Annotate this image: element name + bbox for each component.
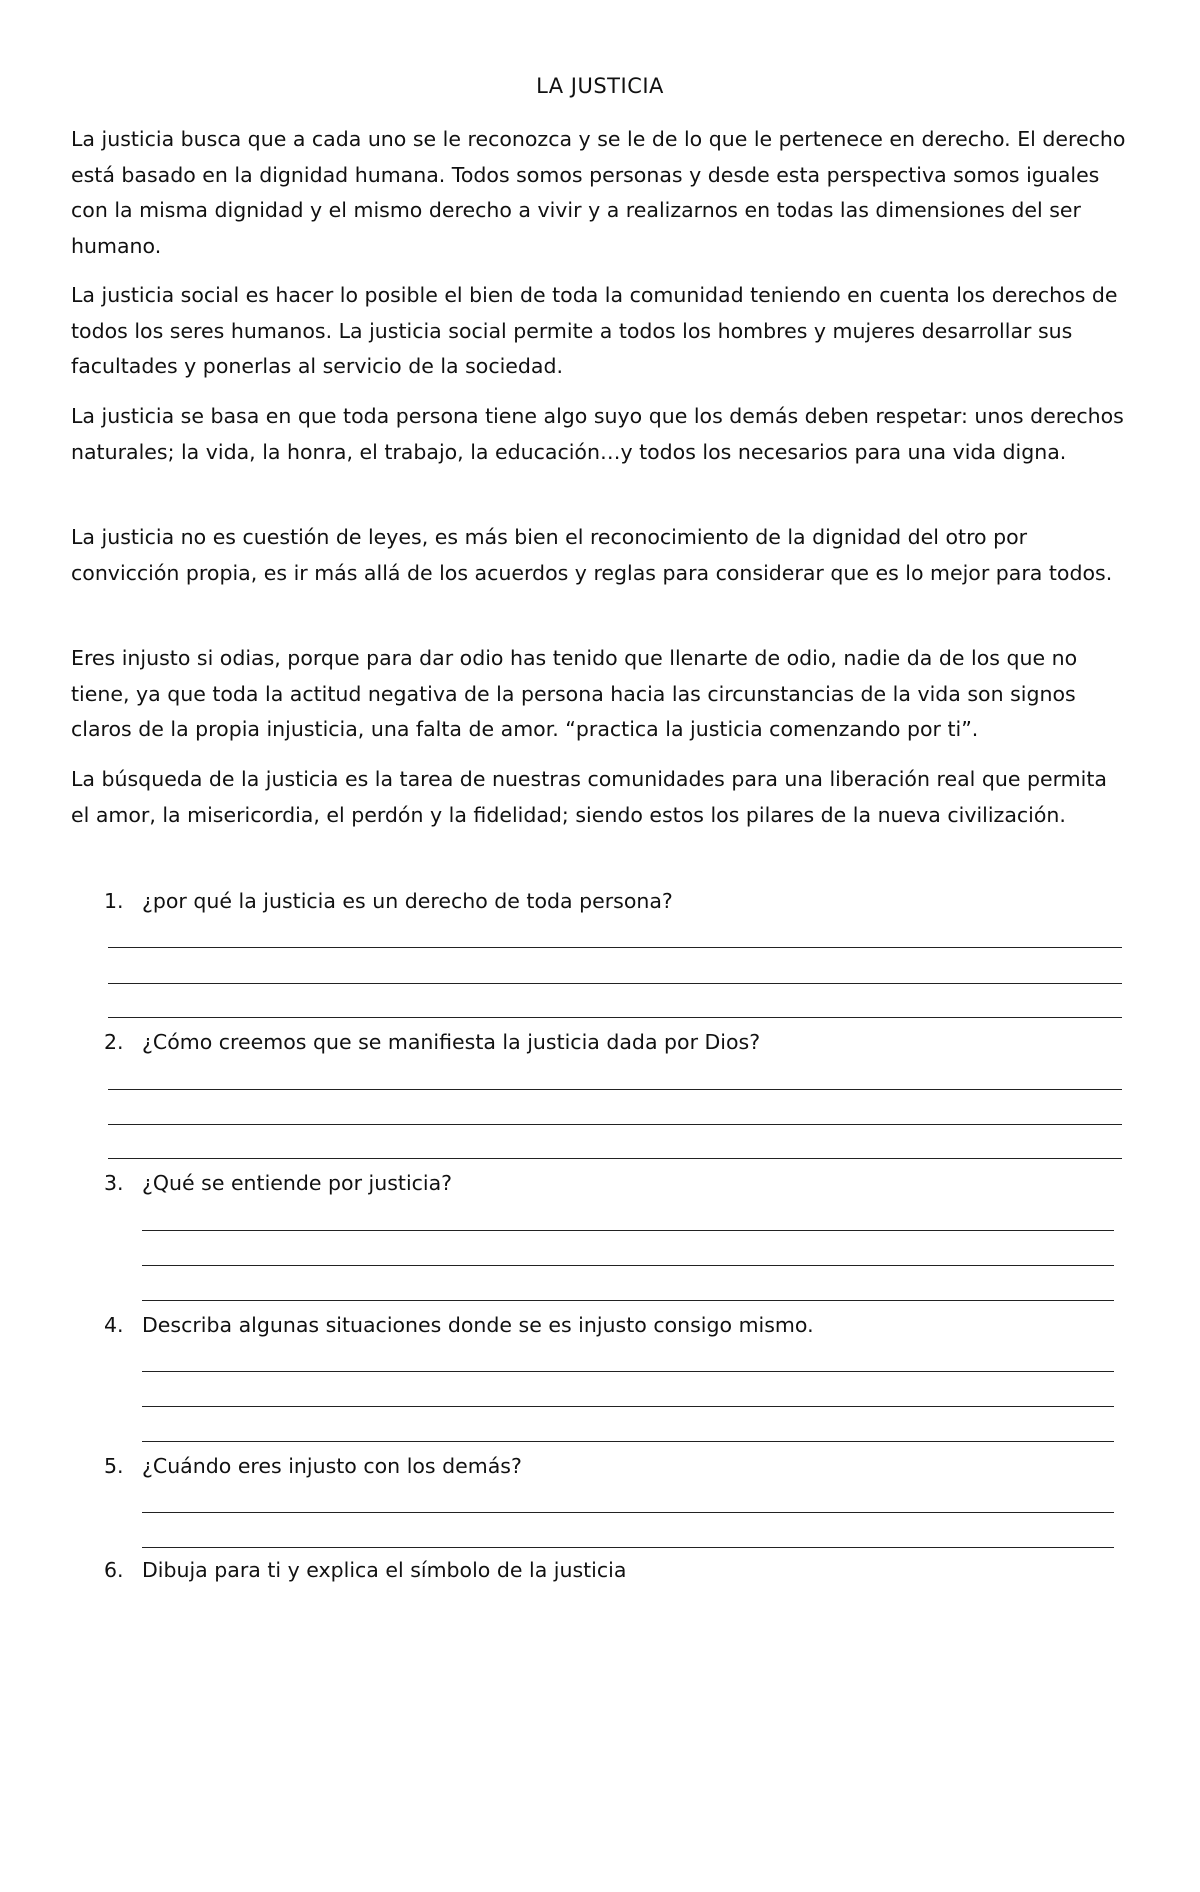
answer-line[interactable] [142, 1230, 1114, 1231]
question-text: Describa algunas situaciones donde se es injusto consigo mismo. [142, 1313, 814, 1337]
question-3 [104, 1168, 452, 1198]
question-2 [104, 1027, 760, 1057]
answer-line[interactable] [108, 1124, 1122, 1125]
answer-line[interactable] [108, 1158, 1122, 1159]
answer-line[interactable] [108, 947, 1122, 948]
question-number: 3. [104, 1171, 124, 1195]
answer-line[interactable] [142, 1512, 1114, 1513]
paragraph-6: La búsqueda de la justicia es la tarea de nuestras comunidades para una liberación real que permita el amor, la misericordia, el perdón y la fidelidad; siendo estos los pilares de la nueva civilización. [71, 767, 1107, 827]
paragraph-5: Eres injusto si odias, porque para dar odio has tenido que llenarte de odio, nadie da de los que no tiene, ya que toda la actitud negativa de la persona hacia las circunstancias de la vida son signos claros de la propia injusticia, una falta de amor. “practica la justicia comenzando por ti”. [71, 646, 1078, 741]
question-text: Dibuja para ti y explica el símbolo de la justicia [142, 1558, 627, 1582]
question-number: 1. [104, 889, 124, 913]
question-text: ¿por qué la justicia es un derecho de toda persona? [142, 889, 673, 913]
question-text: ¿Qué se entiende por justicia? [142, 1171, 453, 1195]
answer-line[interactable] [142, 1371, 1114, 1372]
answer-line[interactable] [142, 1265, 1114, 1266]
answer-line[interactable] [108, 1017, 1122, 1018]
answer-line[interactable] [142, 1406, 1114, 1407]
question-number: 5. [104, 1454, 124, 1478]
question-text: ¿Cómo creemos que se manifiesta la justicia dada por Dios? [142, 1030, 761, 1054]
question-text: ¿Cuándo eres injusto con los demás? [142, 1454, 522, 1478]
paragraph-1: La justicia busca que a cada uno se le reconozca y se le de lo que le pertenece en derecho. El derecho está basado en la dignidad humana. Todos somos personas y desde esta perspectiva somos iguales con la misma dignidad y el mismo derecho a vivir y a realizarnos en todas las dimensiones del ser humano. [71, 127, 1126, 258]
question-number: 2. [104, 1030, 124, 1054]
question-5 [104, 1451, 522, 1481]
paragraph-3: La justicia se basa en que toda persona tiene algo suyo que los demás deben respetar: unos derechos naturales; la vida, la honra, el trabajo, la educación…y todos los necesarios para una vida digna. [71, 404, 1124, 464]
answer-line[interactable] [108, 983, 1122, 984]
paragraph-4: La justicia no es cuestión de leyes, es más bien el reconocimiento de la dignidad del otro por convicción propia, es ir más allá de los acuerdos y reglas para considerar que es lo mejor para todos. [71, 525, 1113, 585]
question-1 [104, 886, 673, 916]
question-number: 4. [104, 1313, 124, 1337]
answer-line[interactable] [108, 1089, 1122, 1090]
question-4 [104, 1310, 814, 1340]
answer-line[interactable] [142, 1300, 1114, 1301]
question-6 [104, 1555, 626, 1585]
question-number: 6. [104, 1558, 124, 1582]
paragraph-2: La justicia social es hacer lo posible el bien de toda la comunidad teniendo en cuenta los derechos de todos los seres humanos. La justicia social permite a todos los hombres y mujeres desarrollar sus facultades y ponerlas al servicio de la sociedad. [71, 283, 1118, 378]
answer-line[interactable] [142, 1441, 1114, 1442]
document-title: LA JUSTICIA [536, 74, 664, 98]
answer-line[interactable] [142, 1547, 1114, 1548]
